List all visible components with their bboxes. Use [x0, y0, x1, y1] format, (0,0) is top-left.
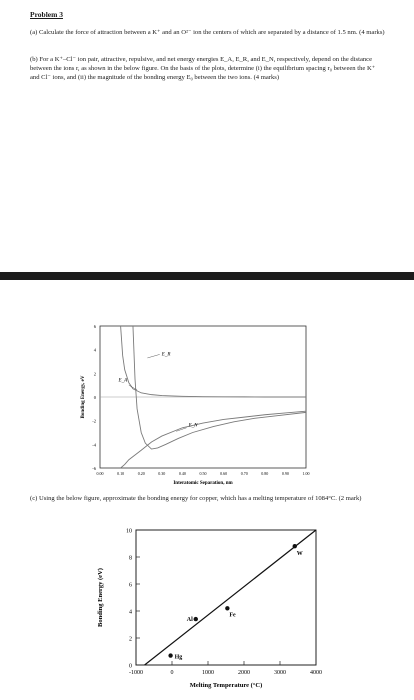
fit-line — [145, 530, 316, 665]
y-tick-label: 6 — [93, 324, 96, 329]
y-tick-label: 4 — [129, 609, 132, 616]
x-tick-label: -1000 — [129, 670, 143, 676]
data-label-w: W — [296, 551, 303, 558]
part-c-text: (c) Using the below figure, approximate the bonding energy for copper, which has a melting temperature of 1084°C. (2 mark) — [30, 495, 362, 502]
y-axis-label: Bonding Energy (eV) — [97, 568, 104, 627]
part-a-text: (a) Calculate the force of attraction between a K⁺ and an O²⁻ ion the centers of which are separated by a distance of 1.5 nm. (4 marks) — [30, 29, 385, 36]
data-label-hg: Hg — [174, 654, 183, 661]
y-tick-label: 0 — [93, 395, 96, 400]
x-tick-label: 4000 — [310, 670, 322, 676]
y-tick-label: 4 — [93, 347, 96, 353]
data-label-fe: Fe — [229, 612, 236, 619]
x-tick-label: 1000 — [202, 670, 214, 676]
y-tick-label: -6 — [92, 466, 96, 471]
x-tick-label: 0.70 — [240, 471, 248, 476]
x-tick-label: 0.90 — [281, 471, 289, 476]
x-tick-label: 3000 — [274, 670, 286, 676]
y-tick-label: -2 — [92, 418, 96, 424]
x-tick-label: 0.80 — [261, 471, 269, 476]
x-tick-label: 0.60 — [220, 471, 228, 476]
y-tick-label: 2 — [93, 371, 96, 377]
data-point-al — [194, 617, 198, 621]
y-tick-label: 6 — [129, 582, 132, 589]
x-tick-label: 0 — [170, 670, 174, 676]
y-tick-label: -4 — [92, 442, 96, 448]
label-e-a: E_A — [118, 378, 128, 384]
energy-vs-melting-chart — [88, 520, 338, 700]
problem-statement — [0, 0, 414, 258]
y-tick-label: 0 — [129, 663, 132, 670]
series-e-a — [121, 411, 306, 468]
y-tick-label: 8 — [129, 555, 132, 562]
x-tick-label: 0.10 — [117, 471, 125, 476]
plot-frame — [136, 530, 316, 665]
series-e-n — [133, 326, 306, 449]
part-b-text: (b) For a K⁺–Cl⁻ ion pair, attractive, repulsive, and net energy energies E_A, E_R, and E_N, respectively, depend on the distance between the ions r, as shown in the below figure. On the basis of the plots, determine (i) the equilibrium spacing r₀ between the K⁺ and Cl⁻ ions, and (ii) the magnitude of the bonding energy E₀ between the two ions. (4 marks) — [30, 56, 376, 81]
x-tick-label: 0.40 — [178, 471, 186, 476]
energy-vs-separation-chart — [78, 320, 324, 490]
x-axis-label: Interatomic Separation, nm — [173, 481, 233, 486]
y-tick-label: 2 — [129, 636, 132, 643]
divider-bar — [0, 272, 414, 280]
x-tick-label: 1.00 — [302, 471, 310, 476]
x-tick-label: 0.00 — [96, 471, 104, 476]
x-tick-label: 0.30 — [158, 471, 166, 476]
y-tick-label: 10 — [126, 528, 132, 535]
series-e-r — [121, 326, 306, 397]
problem-title: Problem 3 — [30, 10, 63, 19]
data-point-fe — [225, 606, 229, 610]
x-axis-label: Melting Temperature (°C) — [189, 682, 263, 689]
data-label-al: Al — [186, 617, 193, 624]
x-tick-label: 2000 — [238, 670, 250, 676]
x-tick-label: 0.20 — [137, 471, 145, 476]
data-point-hg — [168, 653, 172, 657]
label-e-r: E_R — [161, 352, 171, 358]
label-e-r-pointer — [147, 354, 159, 358]
label-e-n: E_N — [188, 423, 198, 429]
y-axis-label: Bonding Energy, eV — [81, 375, 86, 419]
data-point-w — [293, 544, 297, 548]
x-tick-label: 0.50 — [199, 471, 207, 476]
